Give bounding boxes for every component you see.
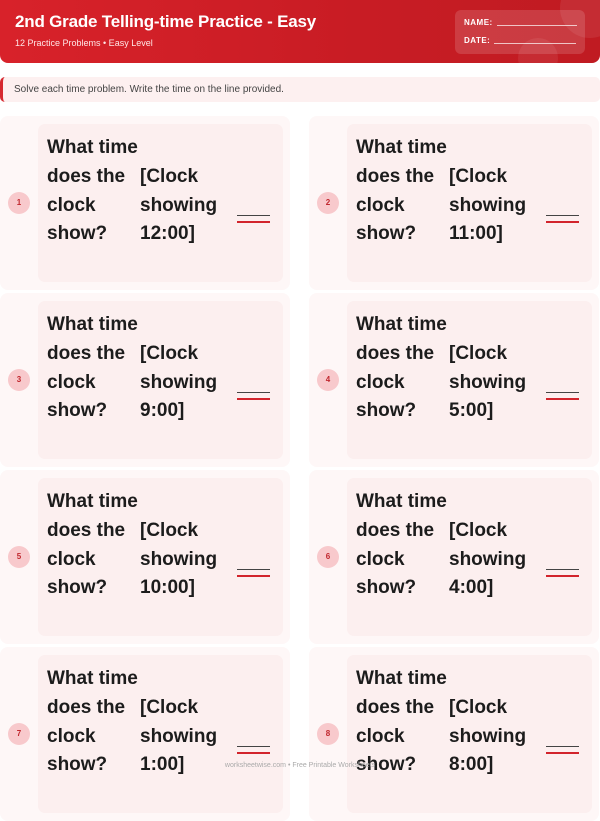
answer-line[interactable] xyxy=(237,392,270,401)
problem-content xyxy=(38,301,283,459)
answer-line[interactable] xyxy=(546,215,579,224)
question-text: What time does the clock show? xyxy=(47,137,138,245)
clock-placeholder: [Clock showing 8:00] xyxy=(449,696,527,776)
instructions-bar xyxy=(0,77,600,102)
date-label: DATE: xyxy=(464,36,491,45)
problem-number-badge: 2 xyxy=(317,192,339,214)
problem-card-7 xyxy=(0,647,290,821)
problem-card-5 xyxy=(0,470,290,644)
name-date-box xyxy=(455,10,585,54)
question-text: What time does the clock show? xyxy=(47,491,138,599)
problem-number-badge: 6 xyxy=(317,546,339,568)
page-subtitle: 12 Practice Problems • Easy Level xyxy=(15,38,153,48)
answer-line[interactable] xyxy=(237,215,270,224)
answer-line[interactable] xyxy=(546,569,579,578)
clock-placeholder: [Clock showing 4:00] xyxy=(449,519,527,599)
problem-card-2 xyxy=(309,116,599,290)
answer-line[interactable] xyxy=(546,746,579,755)
question-text: What time does the clock show? xyxy=(356,668,447,776)
problem-number-badge: 3 xyxy=(8,369,30,391)
problem-number-badge: 1 xyxy=(8,192,30,214)
name-label: NAME: xyxy=(464,18,493,27)
problem-content xyxy=(347,124,592,282)
clock-placeholder: [Clock showing 5:00] xyxy=(449,342,527,422)
instructions-text: Solve each time problem. Write the time on the line provided. xyxy=(14,84,284,95)
problem-number-badge: 8 xyxy=(317,723,339,745)
problem-content xyxy=(38,478,283,636)
problem-card-1 xyxy=(0,116,290,290)
answer-line[interactable] xyxy=(237,569,270,578)
problem-card-4 xyxy=(309,293,599,467)
problem-content xyxy=(347,655,592,813)
problem-card-3 xyxy=(0,293,290,467)
problem-number-badge: 4 xyxy=(317,369,339,391)
page-title: 2nd Grade Telling-time Practice - Easy xyxy=(15,12,317,31)
problem-content xyxy=(347,301,592,459)
question-text: What time does the clock show? xyxy=(47,668,138,776)
problem-content xyxy=(347,478,592,636)
clock-placeholder: [Clock showing 10:00] xyxy=(140,519,218,599)
clock-placeholder: [Clock showing 11:00] xyxy=(449,165,527,245)
question-text: What time does the clock show? xyxy=(47,314,138,422)
answer-line[interactable] xyxy=(546,392,579,401)
question-text: What time does the clock show? xyxy=(356,314,447,422)
answer-line[interactable] xyxy=(237,746,270,755)
worksheet-header xyxy=(0,0,600,63)
problem-content xyxy=(38,124,283,282)
problem-number-badge: 5 xyxy=(8,546,30,568)
date-row xyxy=(464,36,576,45)
name-line[interactable] xyxy=(497,25,577,26)
problem-card-8 xyxy=(309,647,599,821)
date-line[interactable] xyxy=(494,43,576,44)
problem-card-6 xyxy=(309,470,599,644)
footer-text: worksheetwise.com • Free Printable Worksheets xyxy=(224,762,376,769)
clock-placeholder: [Clock showing 12:00] xyxy=(140,165,218,245)
clock-placeholder: [Clock showing 1:00] xyxy=(140,696,218,776)
problem-number-badge: 7 xyxy=(8,723,30,745)
name-row xyxy=(464,18,577,27)
question-text: What time does the clock show? xyxy=(356,491,447,599)
question-text: What time does the clock show? xyxy=(356,137,447,245)
problem-content xyxy=(38,655,283,813)
clock-placeholder: [Clock showing 9:00] xyxy=(140,342,218,422)
